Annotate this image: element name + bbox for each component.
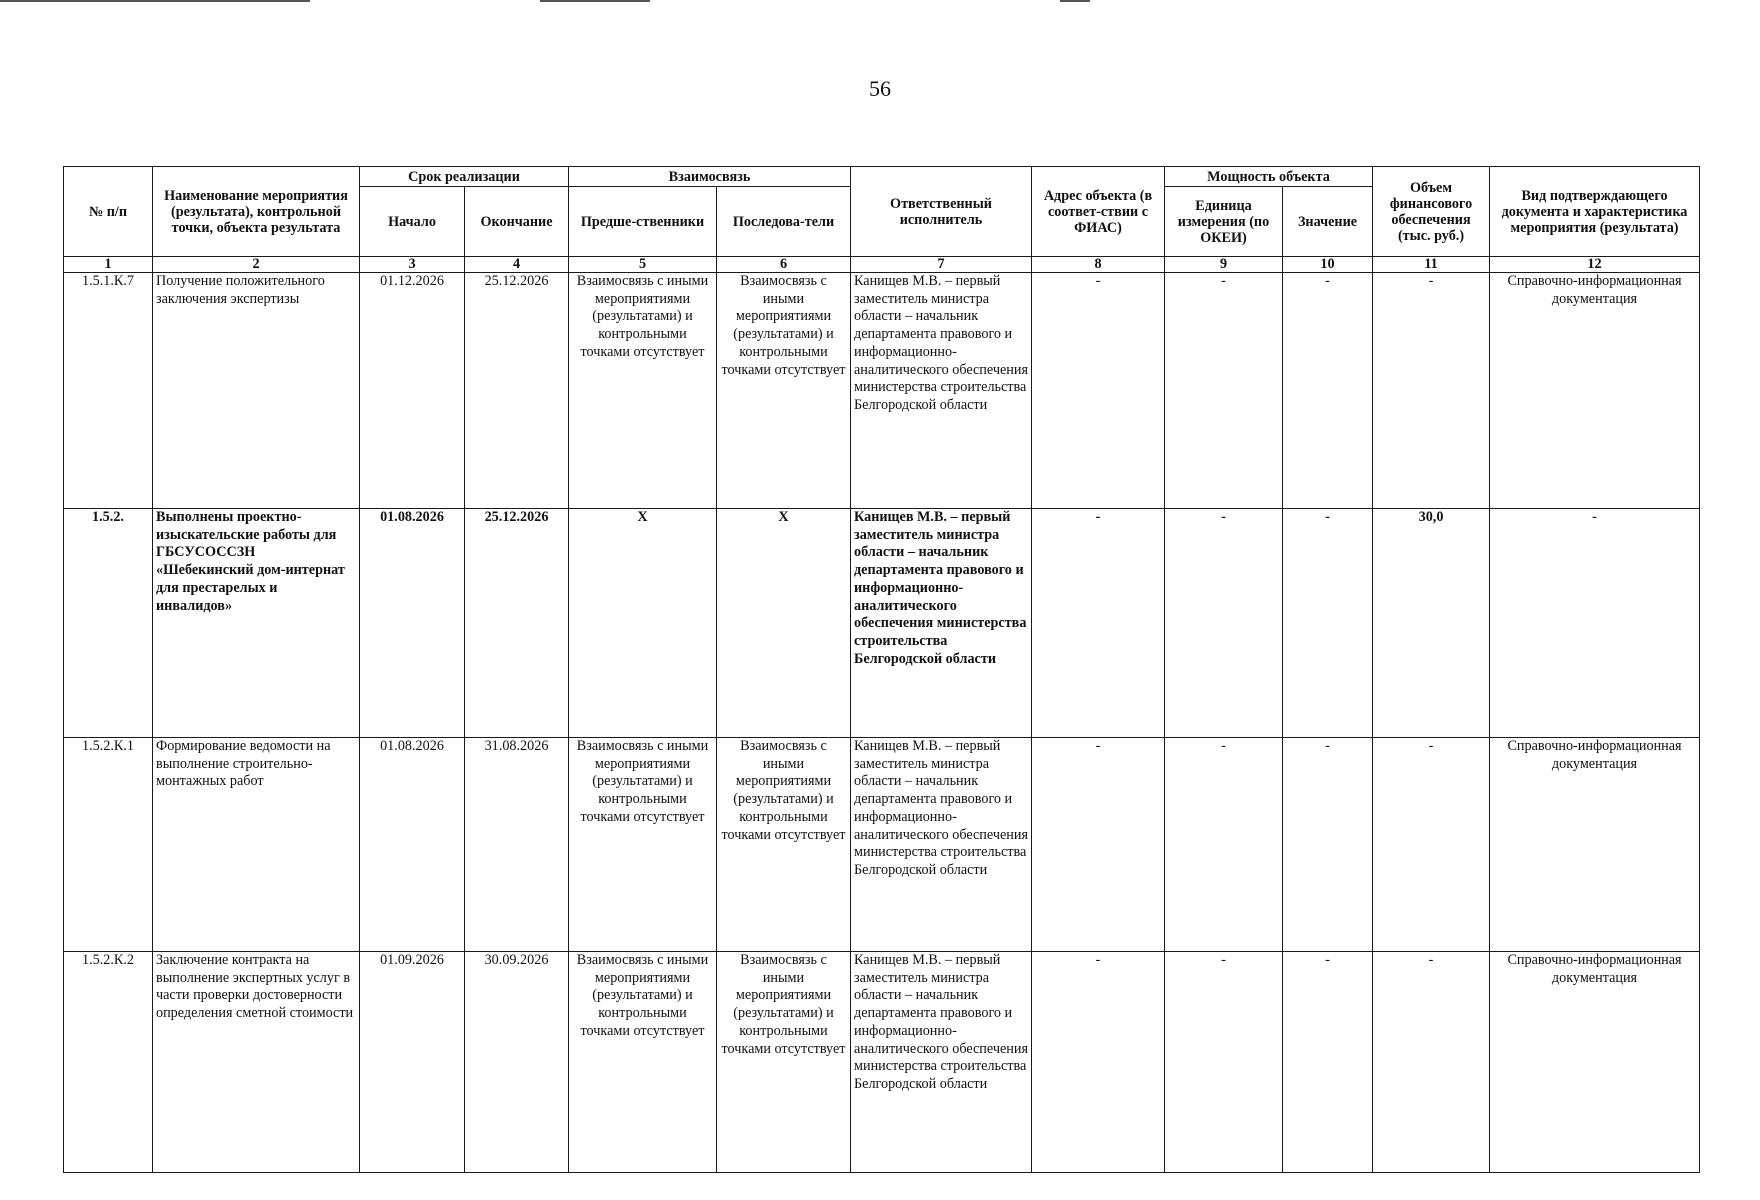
table-row <box>64 273 1700 509</box>
row-end: 25.12.2026 <box>465 509 569 738</box>
row-successors: Взаимосвязь с иными мероприятиями (результатами) и контрольными точками отсутствует <box>717 738 851 952</box>
row-document: Справочно-информационная документация <box>1490 273 1700 509</box>
row-unit: - <box>1165 738 1283 952</box>
table-row <box>64 738 1700 952</box>
header-start: Начало <box>360 187 465 257</box>
row-successors: Взаимосвязь с иными мероприятиями (результатами) и контрольными точками отсутствует <box>717 273 851 509</box>
row-value: - <box>1283 952 1373 1173</box>
row-value: - <box>1283 509 1373 738</box>
row-predecessors: Взаимосвязь с иными мероприятиями (результатами) и контрольными точками отсутствует <box>569 273 717 509</box>
row-responsible: Канищев М.В. – первый заместитель министра области – начальник департамента правового и информационно-аналитического обеспечения министерства строительства Белгородской области <box>851 738 1032 952</box>
row-end: 25.12.2026 <box>465 273 569 509</box>
row-num: 1.5.2. <box>64 509 153 738</box>
header-financing: Объем финансового обеспечения (тыс. руб.) <box>1373 167 1490 257</box>
scan-edge-line <box>1060 0 1090 2</box>
row-address: - <box>1032 273 1165 509</box>
column-number: 8 <box>1032 257 1165 273</box>
scan-edge-line <box>0 0 310 2</box>
row-financing: - <box>1373 738 1490 952</box>
header-value: Значение <box>1283 187 1373 257</box>
row-document: Справочно-информационная документация <box>1490 738 1700 952</box>
row-financing: - <box>1373 952 1490 1173</box>
column-number: 7 <box>851 257 1032 273</box>
header-num: № п/п <box>64 167 153 257</box>
row-num: 1.5.2.К.1 <box>64 738 153 952</box>
header-address: Адрес объекта (в соответ-ствии с ФИАС) <box>1032 167 1165 257</box>
header-capacity-group: Мощность объекта <box>1165 167 1373 187</box>
row-document: Справочно-информационная документация <box>1490 952 1700 1173</box>
row-unit: - <box>1165 952 1283 1173</box>
column-number: 5 <box>569 257 717 273</box>
column-number: 6 <box>717 257 851 273</box>
row-name: Заключение контракта на выполнение экспертных услуг в части проверки достоверности определения сметной стоимости <box>153 952 360 1173</box>
column-number: 9 <box>1165 257 1283 273</box>
table-row <box>64 952 1700 1173</box>
scan-edge-line <box>540 0 650 2</box>
row-name: Выполнены проектно-изыскательские работы для ГБСУСОССЗН «Шебекинский дом-интернат для престарелых и инвалидов» <box>153 509 360 738</box>
column-number-row <box>64 257 1700 273</box>
row-predecessors: Взаимосвязь с иными мероприятиями (результатами) и контрольными точками отсутствует <box>569 952 717 1173</box>
row-start: 01.09.2026 <box>360 952 465 1173</box>
row-document: - <box>1490 509 1700 738</box>
row-successors: Взаимосвязь с иными мероприятиями (результатами) и контрольными точками отсутствует <box>717 952 851 1173</box>
row-start: 01.08.2026 <box>360 738 465 952</box>
row-unit: - <box>1165 509 1283 738</box>
header-responsible: Ответственный исполнитель <box>851 167 1032 257</box>
row-value: - <box>1283 273 1373 509</box>
row-value: - <box>1283 738 1373 952</box>
header-predecessors: Предше-ственники <box>569 187 717 257</box>
header-name: Наименование мероприятия (результата), контрольной точки, объекта результата <box>153 167 360 257</box>
header-relation-group: Взаимосвязь <box>569 167 851 187</box>
row-num: 1.5.1.К.7 <box>64 273 153 509</box>
row-end: 30.09.2026 <box>465 952 569 1173</box>
row-name: Получение положительного заключения экспертизы <box>153 273 360 509</box>
row-responsible: Канищев М.В. – первый заместитель министра области – начальник департамента правового и информационно-аналитического обеспечения министерства строительства Белгородской области <box>851 273 1032 509</box>
page-number: 56 <box>869 76 891 101</box>
column-number: 11 <box>1373 257 1490 273</box>
row-start: 01.08.2026 <box>360 509 465 738</box>
row-responsible: Канищев М.В. – первый заместитель министра области – начальник департамента правового и информационно-аналитического обеспечения министерства строительства Белгородской области <box>851 509 1032 738</box>
column-number: 12 <box>1490 257 1700 273</box>
column-number: 3 <box>360 257 465 273</box>
column-number: 1 <box>64 257 153 273</box>
table-row <box>64 509 1700 738</box>
row-financing: - <box>1373 273 1490 509</box>
row-predecessors: Х <box>569 509 717 738</box>
header-period-group: Срок реализации <box>360 167 569 187</box>
row-num: 1.5.2.К.2 <box>64 952 153 1173</box>
row-end: 31.08.2026 <box>465 738 569 952</box>
header-row-top <box>64 167 1700 187</box>
row-financing: 30,0 <box>1373 509 1490 738</box>
column-number: 10 <box>1283 257 1373 273</box>
row-start: 01.12.2026 <box>360 273 465 509</box>
row-address: - <box>1032 952 1165 1173</box>
plan-table <box>63 166 1700 1173</box>
header-successors: Последова-тели <box>717 187 851 257</box>
header-unit: Единица измерения (по ОКЕИ) <box>1165 187 1283 257</box>
header-document: Вид подтверждающего документа и характеристика мероприятия (результата) <box>1490 167 1700 257</box>
header-end: Окончание <box>465 187 569 257</box>
row-address: - <box>1032 738 1165 952</box>
column-number: 2 <box>153 257 360 273</box>
row-predecessors: Взаимосвязь с иными мероприятиями (результатами) и контрольными точками отсутствует <box>569 738 717 952</box>
row-address: - <box>1032 509 1165 738</box>
column-number: 4 <box>465 257 569 273</box>
row-responsible: Канищев М.В. – первый заместитель министра области – начальник департамента правового и информационно-аналитического обеспечения министерства строительства Белгородской области <box>851 952 1032 1173</box>
row-name: Формирование ведомости на выполнение строительно-монтажных работ <box>153 738 360 952</box>
row-unit: - <box>1165 273 1283 509</box>
row-successors: Х <box>717 509 851 738</box>
